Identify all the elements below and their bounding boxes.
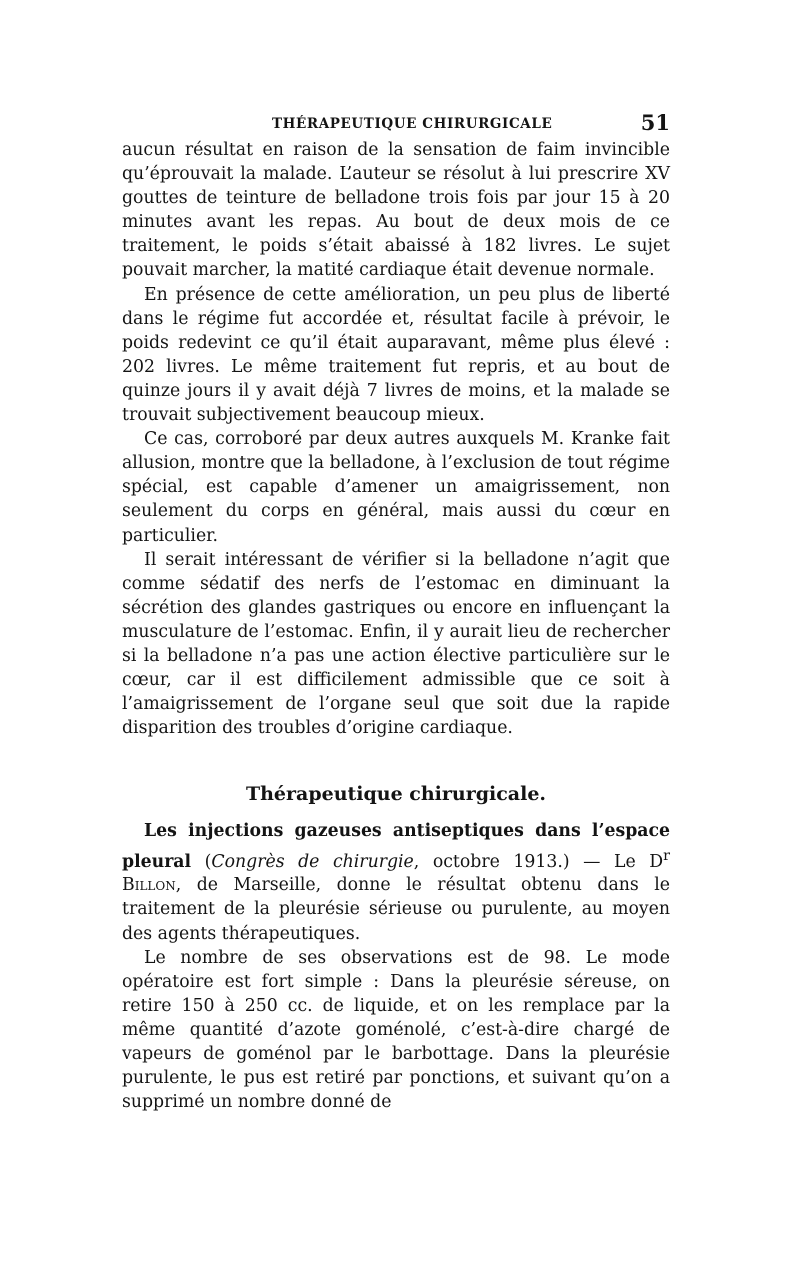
source-title: Congrès de chirurgie [211,851,414,872]
section-paragraph: Le nombre de ses observations est de 98. Le mode opératoire est fort simple : Dans la pleurésie séreuse, on retire 150 à 250 cc. de liquide, et on les remplace par la même quantité d’azote goménolé, c’est-à-dire chargé de vapeurs de goménol par le barbottage. Dans la pleurésie purulente, le pus est retiré par ponctions, et suivant qu’on a supprimé un nombre donné de [122,947,670,1113]
book-page [122,108,670,1114]
paragraph-rest: , de Marseille, donne le résultat obtenu dans le traitement de la pleurésie sérieuse ou purulente, au moyen des agents thérapeutiques. [122,875,670,944]
running-title: THÉRAPEUTIQUE CHIRURGICALE [272,116,553,132]
paragraph: Ce cas, corroboré par deux autres auxquels M. Kranke fait allusion, montre que la belladone, à l’exclusion de tout régime spécial, est capable d’amener un amaigrissement, non seulement du corps en général, mais aussi du cœur en particulier. [122,429,670,546]
source-date: , octobre 1913.) — Le D [413,851,664,872]
page-number: 51 [640,110,670,135]
dr-superscript: r [663,847,670,864]
section-paragraph [122,819,670,945]
main-text [122,138,670,1114]
section-heading: Thérapeutique chirurgicale. [245,783,547,806]
running-head [122,108,670,138]
source-open: ( [204,851,212,872]
author-name: Billon [122,875,176,896]
paragraph-continuation: aucun résultat en raison de la sensation de faim invincible qu’éprouvait la malade. L’auteur se résolut à lui prescrire XV gouttes de teinture de belladone trois fois par jour 15 à 20 minutes avant les repas. Au bout de deux mois de ce traitement, le poids s’était abaissé à 182 livres. Le sujet pouvait marcher, la matité cardiaque était devenue normale. [122,140,670,281]
run-in-heading: Les injections gazeuses antiseptiques dans l’espace pleural [122,821,670,872]
paragraph: Il serait intéressant de vérifier si la belladone n’agit que comme sédatif des nerfs de l’estomac en diminuant la sécrétion des glandes gastriques ou encore en influençant la musculature de l’estomac. Enfin, il y aurait lieu de rechercher si la belladone n’a pas une action élective particulière sur le cœur, car il est difficilement admissible que ce soit à l’amaigrissement de l’organe seul que soit due la rapide disparition des troubles d’origine cardiaque. [122,549,670,739]
paragraph: En présence de cette amélioration, un peu plus de liberté dans le régime fut accordée et, résultat facile à prévoir, le poids redevint ce qu’il était auparavant, même plus élevé : 202 livres. Le même traitement fut repris, et au bout de quinze jours il y avait déjà 7 livres de moins, et la malade se trouvait subjectivement beaucoup mieux. [122,284,670,426]
